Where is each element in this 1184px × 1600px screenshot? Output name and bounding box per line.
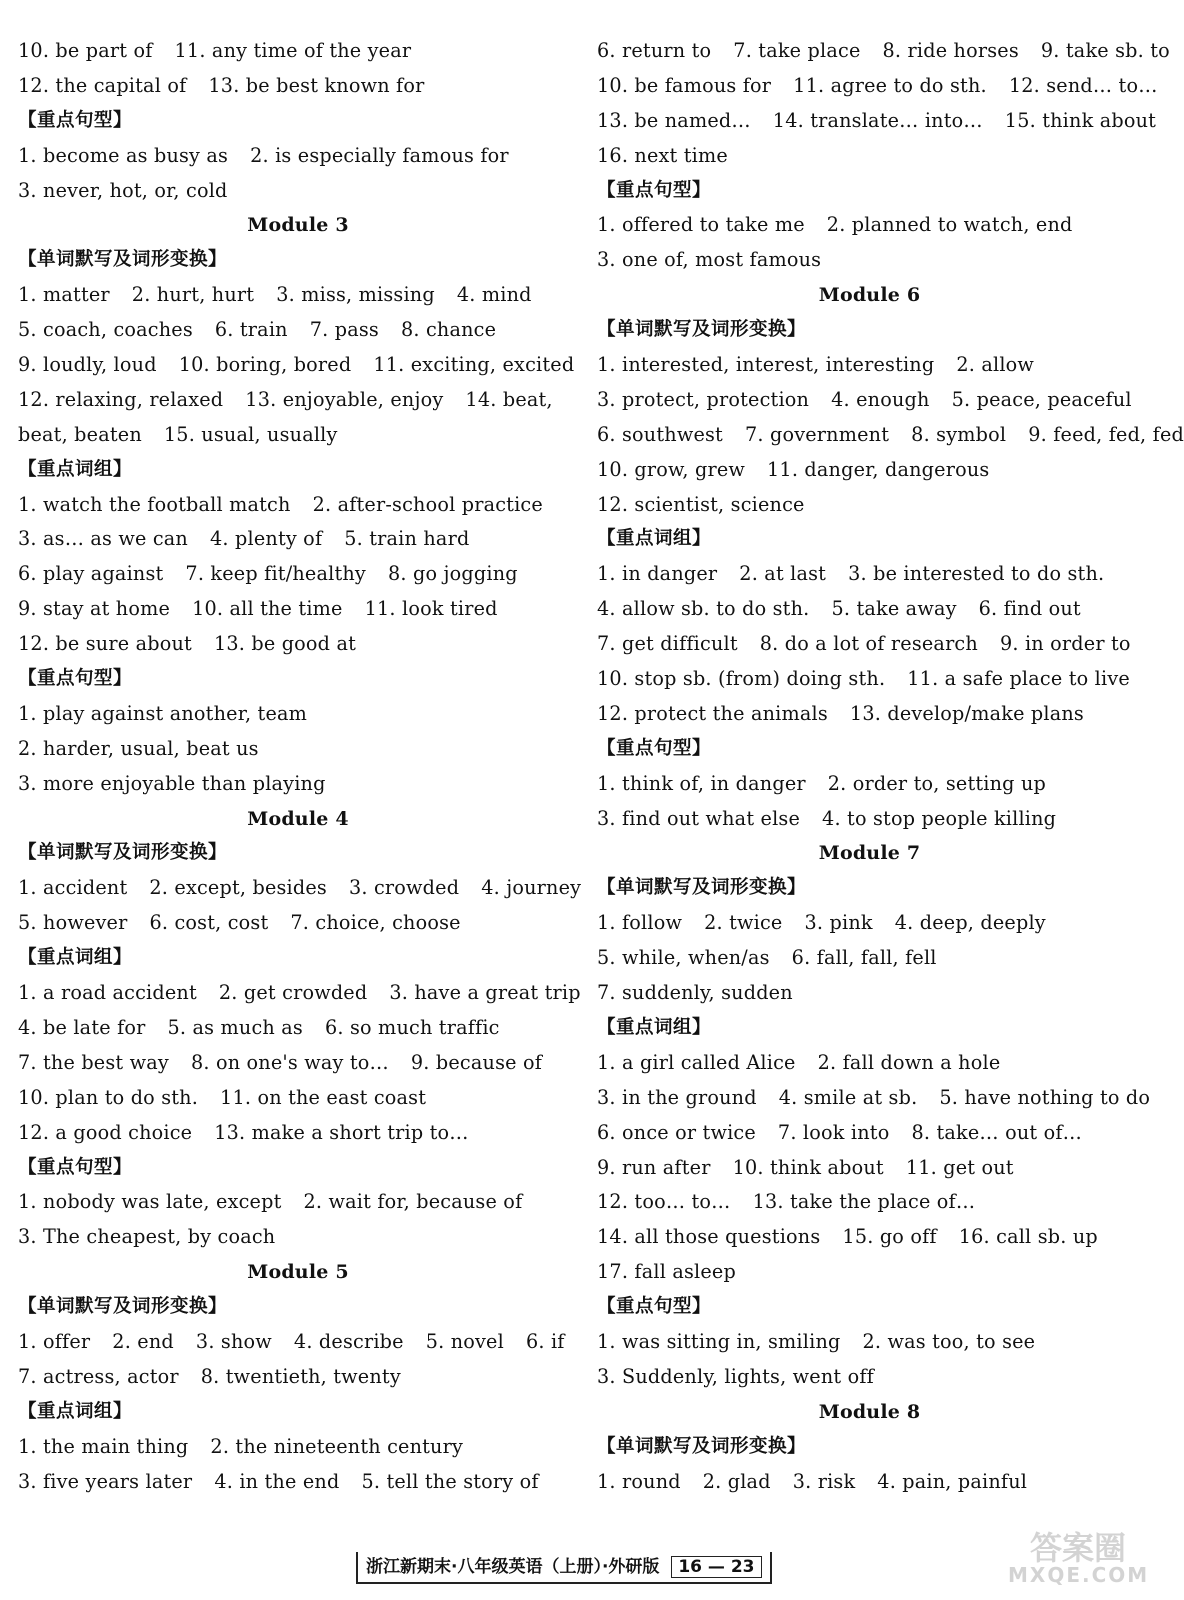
answer-line [18,418,578,453]
answer-line [597,1081,1151,1116]
answer-item: 3. one of, most famous [597,248,822,272]
answer-item: 2. was too, to see [862,1329,1036,1353]
answer-item: 2. twice [704,911,783,935]
answer-item: 1. offered to take me [597,213,805,237]
answer-item: 5. as much as [167,1015,303,1039]
answer-item: 7. keep fit/healthy [185,562,366,586]
answer-item: 2. end [112,1329,174,1353]
answer-item: 6. southwest [597,422,723,446]
answer-item: 16. next time [597,143,728,167]
answer-item: 4. pain, painful [877,1469,1028,1493]
answer-line [18,976,581,1011]
answer-item: 11. look tired [364,597,498,621]
answer-item: 12. send… to… [1008,73,1158,97]
module-title: Module 4 [247,807,349,830]
answer-item: 3. be interested to do sth. [848,562,1105,586]
answer-item: 8. go jogging [387,562,518,586]
answer-line [18,313,578,348]
answer-item: 1. interested, interest, interesting [597,353,935,377]
answer-item: 4. smile at sb. [778,1085,918,1109]
answer-item: 1. round [597,1469,681,1493]
answer-item: 4. be late for [18,1015,146,1039]
answer-item: 4. deep, deeply [894,911,1046,935]
answer-line [18,1360,578,1395]
answer-item: 3. as… as we can [18,527,188,551]
answer-item: 7. actress, actor [18,1364,179,1388]
answer-item: 4. enough [831,387,930,411]
answer-item: 5. novel [425,1329,504,1353]
section-heading: 【重点句型】 [597,1296,712,1318]
answer-item: 11. agree to do sth. [793,73,987,97]
answer-line [597,906,1142,941]
answer-line [597,1465,1142,1500]
section-heading: 【重点句型】 [597,179,712,201]
answer-item: 11. danger, dangerous [767,457,990,481]
section-heading: 【重点句型】 [18,668,133,690]
answer-item: 7. look into [777,1120,890,1144]
answer-item: 3. have a great trip [389,981,581,1005]
answer-item: 2. the nineteenth century [210,1434,464,1458]
answer-item: 13. be good at [213,632,357,656]
answer-line [597,627,1142,662]
answer-item: 13. enjoyable, enjoy [245,387,444,411]
section-heading: 【单词默写及词形变换】 [18,842,228,864]
answer-item: 4. allow sb. to do sth. [597,597,810,621]
answer-item: 2. harder, usual, beat us [18,736,259,760]
answer-item: 1. a girl called Alice [597,1050,796,1074]
answer-item: 6. play against [18,562,164,586]
answer-line [597,243,1142,278]
answer-item: 12. scientist, science [597,492,805,516]
answer-item: 7. government [744,422,890,446]
answer-item: 8. on one's way to… [190,1050,389,1074]
answer-item: 2. planned to watch, end [826,213,1073,237]
module-title: Module 8 [818,1400,921,1423]
section-heading: 【重点词组】 [597,1016,712,1038]
section-heading: 【单词默写及词形变换】 [18,1296,228,1318]
answer-item: 14. beat, [465,387,553,411]
answer-line [18,1046,578,1081]
answer-line [597,453,1142,488]
answer-item: 7. the best way [18,1050,169,1074]
answer-item: 1. in danger [597,562,718,586]
answer-item: 6. so much traffic [324,1015,500,1039]
watermark-top-text: 答案圈 [1029,1529,1126,1567]
answer-item: 3. show [195,1329,272,1353]
answer-line [18,278,578,313]
answer-item: 8. ride horses [882,39,1019,62]
answer-line [597,941,1142,976]
right-column [597,34,1184,1499]
answer-item: 11. exciting, excited [373,353,575,377]
answer-item: 12. too… to… [597,1190,731,1214]
answer-item: 3. Suddenly, lights, went off [597,1364,874,1388]
section-heading: 【重点词组】 [18,458,133,480]
answer-item: 6. find out [978,597,1081,621]
answer-item: 1. watch the football match [18,492,291,516]
left-column [18,34,582,1499]
answer-line [597,662,1142,697]
answer-line [18,1116,578,1151]
answer-item: 15. go off [842,1225,937,1249]
page-footer [356,1552,772,1584]
answer-item: 9. because of [410,1050,543,1074]
answer-item: 10. plan to do sth. [18,1085,199,1109]
answer-line [597,1325,1142,1360]
answer-item: 12. protect the animals [597,701,828,725]
answer-item: 8. symbol [911,422,1007,446]
answer-item: 3. protect, protection [597,387,810,411]
answer-line [18,1185,578,1220]
answer-item: 4. journey [481,876,582,900]
answer-line [18,1081,578,1116]
answer-item: 16. call sb. up [958,1225,1098,1249]
answer-item: 9. take sb. to [1040,39,1170,62]
answer-item: 8. chance [400,318,497,342]
answer-item: 6. cost, cost [149,911,269,935]
answer-line [597,1255,1142,1290]
answer-item: 6. fall, fall, fell [791,946,937,970]
answer-line [597,1116,1142,1151]
answer-line [597,104,1157,139]
answer-item: 3. five years later [18,1469,193,1493]
answer-line [597,767,1142,802]
answer-item: 13. make a short trip to… [214,1120,469,1144]
answer-item: 9. in order to [999,632,1131,656]
answer-item: 10. be part of [18,39,153,62]
answer-item: 5. have nothing to do [939,1085,1151,1109]
answer-line [18,871,582,906]
answer-line [597,1151,1142,1186]
answer-item: 5. train hard [344,527,470,551]
answer-line [18,34,578,69]
answer-item: 2. except, besides [149,876,327,900]
answer-item: 10. think about [732,1155,884,1179]
answer-item: 7. choice, choose [290,911,461,935]
answer-line [597,557,1142,592]
answer-line [18,383,578,418]
answer-item: 3. find out what else [597,806,801,830]
answer-line [597,592,1142,627]
answer-line [597,1360,1142,1395]
answer-line [18,488,578,523]
answer-line [597,208,1142,243]
answer-item: 1. nobody was late, except [18,1190,282,1214]
section-heading: 【重点句型】 [18,109,133,131]
section-heading: 【重点句型】 [597,737,712,759]
answer-item: 12. be sure about [18,632,192,656]
answer-line [18,139,578,174]
answer-item: 7. get difficult [597,632,738,656]
answer-item: 3. more enjoyable than playing [18,771,326,795]
answer-line [18,697,578,732]
answer-line [597,1220,1142,1255]
answer-item: 11. on the east coast [220,1085,427,1109]
answer-line [597,1046,1142,1081]
section-heading: 【重点词组】 [18,947,133,969]
answer-item: 3. risk [792,1469,856,1493]
answer-item: 9. loudly, loud [18,353,157,377]
answer-item: 4. describe [293,1329,404,1353]
section-heading: 【单词默写及词形变换】 [597,877,807,899]
answer-item: 3. in the ground [597,1085,757,1109]
answer-item: 3. The cheapest, by coach [18,1225,276,1249]
answer-item: 13. be best known for [208,73,425,97]
answer-item: 5. coach, coaches [18,318,193,342]
answer-item: 1. was sitting in, smiling [597,1329,841,1353]
answer-line [18,557,578,592]
answer-item: 10. be famous for [597,73,772,97]
answer-item: 10. all the time [192,597,343,621]
footer-title: 浙江新期末·八年级英语（上册）·外研版 [366,1557,660,1577]
module-title: Module 7 [818,842,921,865]
answer-item: 4. in the end [214,1469,340,1493]
answer-line [18,1220,578,1255]
section-heading: 【重点句型】 [18,1156,133,1178]
answer-item: 13. develop/make plans [849,701,1084,725]
answer-item: 8. take… out of… [911,1120,1083,1144]
answer-item: 6. once or twice [597,1120,756,1144]
answer-item: 11. get out [905,1155,1014,1179]
answer-line [18,174,578,209]
answer-line [18,1011,578,1046]
answer-line [18,1325,578,1360]
answer-item: 4. plenty of [210,527,323,551]
answer-item: 1. think of, in danger [597,771,806,795]
section-heading: 【单词默写及词形变换】 [18,249,228,271]
answer-item: 5. however [18,911,128,935]
answer-item: 1. matter [18,283,110,307]
answer-item: 9. run after [597,1155,711,1179]
answer-item: beat, beaten [18,422,142,446]
answer-item: 3. never, hot, or, cold [18,178,228,202]
answer-item: 2. hurt, hurt [131,283,255,307]
answer-item: 15. think about [1004,108,1157,132]
answer-item: 6. if [525,1329,565,1353]
answer-item: 10. stop sb. (from) doing sth. [597,667,886,691]
answer-line [597,383,1142,418]
answer-item: 2. get crowded [218,981,368,1005]
answer-item: 3. miss, missing [276,283,435,307]
answer-item: 10. grow, grew [597,457,745,481]
answer-item: 6. return to [597,39,712,62]
answer-line [18,348,578,383]
answer-item: 13. be named… [597,108,751,132]
answer-item: 12. a good choice [18,1120,193,1144]
answer-line [597,976,1142,1011]
module-title: Module 3 [247,214,349,237]
answer-item: 7. suddenly, sudden [597,981,793,1005]
answer-item: 9. stay at home [18,597,171,621]
answer-item: 1. offer [18,1329,91,1353]
answer-line [18,767,578,802]
answer-item: 2. after-school practice [312,492,543,516]
answer-item: 3. pink [804,911,873,935]
answer-line [597,69,1158,104]
answer-line [18,732,578,767]
answer-line [597,348,1142,383]
answer-item: 8. twentieth, twenty [200,1364,401,1388]
answer-item: 12. the capital of [18,73,187,97]
answer-item: 5. tell the story of [361,1469,539,1493]
answer-item: 6. train [214,318,288,342]
section-heading: 【重点词组】 [18,1400,133,1422]
answer-item: 13. take the place of… [752,1190,976,1214]
answer-item: 2. at last [739,562,827,586]
answer-item: 7. pass [309,318,379,342]
answer-item: 11. a safe place to live [907,667,1130,691]
answer-item: 17. fall asleep [597,1260,736,1284]
answer-line [597,488,1142,523]
answer-item: 15. usual, usually [163,422,338,446]
answer-item: 5. while, when/as [597,946,770,970]
answer-item: 2. allow [956,353,1035,377]
answer-item: 7. take place [733,39,861,62]
answer-line [18,522,578,557]
answer-line [597,34,1170,69]
footer-page-range: 16 — 23 [671,1556,761,1578]
answer-line [18,906,578,941]
answer-item: 3. crowded [348,876,460,900]
answer-item: 14. translate… into… [772,108,983,132]
answer-item: 1. play against another, team [18,701,308,725]
answer-item: 10. boring, bored [178,353,352,377]
answer-item: 8. do a lot of research [759,632,978,656]
answer-item: 14. all those questions [597,1225,821,1249]
answer-item: 9. feed, fed, fed [1028,422,1184,446]
answer-line [597,697,1142,732]
answer-item: 1. follow [597,911,683,935]
answer-item: 11. any time of the year [174,39,412,62]
answer-item: 5. take away [831,597,957,621]
answer-line [18,627,578,662]
section-heading: 【单词默写及词形变换】 [597,319,807,341]
answer-item: 2. wait for, because of [303,1190,523,1214]
answer-item: 2. is especially famous for [250,143,509,167]
module-title: Module 5 [247,1261,349,1284]
answer-line [597,802,1142,837]
answer-item: 1. a road accident [18,981,197,1005]
answer-item: 1. become as busy as [18,143,229,167]
answer-line [597,1185,1142,1220]
answer-item: 1. accident [18,876,128,900]
answer-item: 2. glad [702,1469,771,1493]
section-heading: 【重点词组】 [597,528,712,550]
watermark-logo [1008,1529,1150,1588]
answer-item: 4. to stop people killing [822,806,1057,830]
answer-line [18,1430,578,1465]
answer-line [597,139,1142,174]
answer-line [18,69,578,104]
answer-item: 12. relaxing, relaxed [18,387,224,411]
module-title: Module 6 [818,284,921,307]
section-heading: 【单词默写及词形变换】 [597,1435,807,1457]
answer-line [18,592,578,627]
answer-item: 2. fall down a hole [817,1050,1001,1074]
answer-line [597,418,1184,453]
answer-item: 5. peace, peaceful [951,387,1132,411]
answer-line [18,1465,578,1500]
answer-item: 4. mind [456,283,532,307]
watermark-bottom-text: MXQE.COM [1008,1563,1150,1587]
answer-item: 1. the main thing [18,1434,189,1458]
answer-item: 2. order to, setting up [827,771,1046,795]
